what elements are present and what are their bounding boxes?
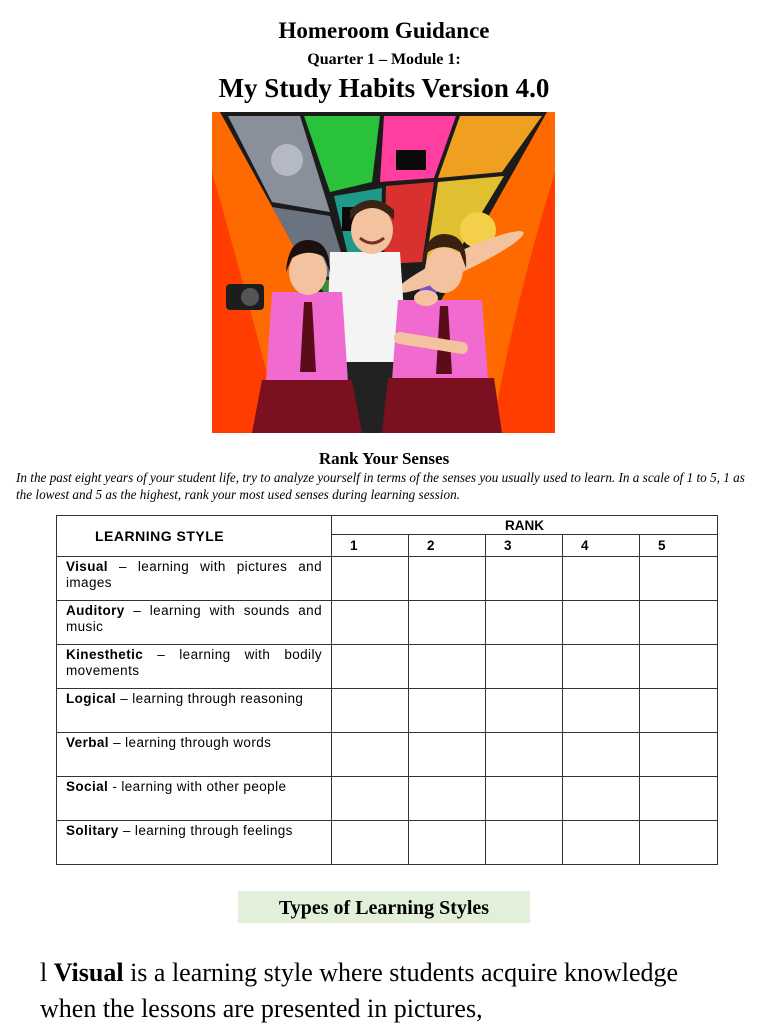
rank-cell[interactable] [640,689,718,733]
table-row [57,733,718,777]
table-row [57,777,718,821]
style-name: Visual [66,559,108,574]
rank-cell[interactable] [332,557,409,601]
learning-style-cell [57,689,332,733]
rank-cell[interactable] [640,733,718,777]
rank-cell[interactable] [640,645,718,689]
cover-illustration [212,112,555,433]
rank-number: 4 [563,535,640,557]
learning-style-rank-table [56,515,718,865]
bullet-marker: l [40,958,48,987]
style-name: Logical [66,691,117,706]
learning-style-cell [57,777,332,821]
rank-cell[interactable] [409,821,486,865]
style-description: – learning with bodily movements [66,647,322,678]
types-of-learning-styles-heading: Types of Learning Styles [238,891,530,923]
rank-cell[interactable] [409,557,486,601]
rank-cell[interactable] [409,777,486,821]
rank-cell[interactable] [563,645,640,689]
rank-cell[interactable] [332,645,409,689]
style-description: – learning through words [108,735,272,750]
style-description: – learning through reasoning [116,691,304,706]
visual-style-paragraph [40,955,740,1027]
rank-cell[interactable] [409,689,486,733]
rank-number: 5 [640,535,718,557]
rank-cell[interactable] [332,733,409,777]
rank-cell[interactable] [486,733,563,777]
rank-cell[interactable] [486,777,563,821]
rank-cell[interactable] [563,601,640,645]
rank-number: 2 [409,535,486,557]
rank-cell[interactable] [640,557,718,601]
table-row [57,557,718,601]
table-row [57,689,718,733]
style-name: Auditory [66,603,125,618]
visual-description: is a learning style where students acquire knowledge when the lessons are presented in pictures, [40,958,679,1023]
rank-header: RANK [332,516,718,535]
style-name: Kinesthetic [66,647,144,662]
rank-instructions: In the past eight years of your student life, try to analyze yourself in terms of the senses you usually used to learn. In a scale of 1 to 5, 1 as the lowest and 5 as the highest, rank your most used senses during learning session. [16,470,745,502]
rank-cell[interactable] [332,601,409,645]
students-cover-illustration-icon [212,112,555,433]
rank-cell[interactable] [563,689,640,733]
table-row [57,821,718,865]
style-name: Social [66,779,109,794]
rank-number: 1 [332,535,409,557]
rank-cell[interactable] [563,821,640,865]
rank-cell[interactable] [640,777,718,821]
rank-cell[interactable] [640,601,718,645]
rank-number: 3 [486,535,563,557]
learning-style-cell [57,645,332,689]
style-description: – learning through feelings [118,823,293,838]
learning-style-cell [57,601,332,645]
style-description: - learning with other people [108,779,287,794]
module-main-title: My Study Habits Version 4.0 [218,73,550,103]
style-description: – learning with sounds and music [66,603,322,634]
rank-cell[interactable] [563,777,640,821]
rank-cell[interactable] [486,645,563,689]
style-name: Verbal [66,735,109,750]
rank-senses-heading: Rank Your Senses [318,449,450,468]
rank-cell[interactable] [409,645,486,689]
style-name: Solitary [66,823,119,838]
rank-cell[interactable] [486,557,563,601]
learning-style-cell [57,733,332,777]
learning-style-header: LEARNING STYLE [57,516,332,557]
rank-cell[interactable] [486,689,563,733]
rank-cell[interactable] [486,601,563,645]
visual-term: Visual [53,958,124,987]
module-subtitle: Quarter 1 – Module 1: [307,51,461,68]
style-description: – learning with pictures and images [66,559,322,590]
rank-cell[interactable] [409,601,486,645]
rank-cell[interactable] [332,821,409,865]
document-title: Homeroom Guidance [278,18,490,43]
table-row [57,601,718,645]
table-row [57,645,718,689]
learning-style-cell [57,557,332,601]
rank-cell[interactable] [332,689,409,733]
rank-cell[interactable] [409,733,486,777]
rank-cell[interactable] [332,777,409,821]
rank-cell[interactable] [563,733,640,777]
learning-style-cell [57,821,332,865]
rank-cell[interactable] [563,557,640,601]
rank-cell[interactable] [640,821,718,865]
rank-cell[interactable] [486,821,563,865]
